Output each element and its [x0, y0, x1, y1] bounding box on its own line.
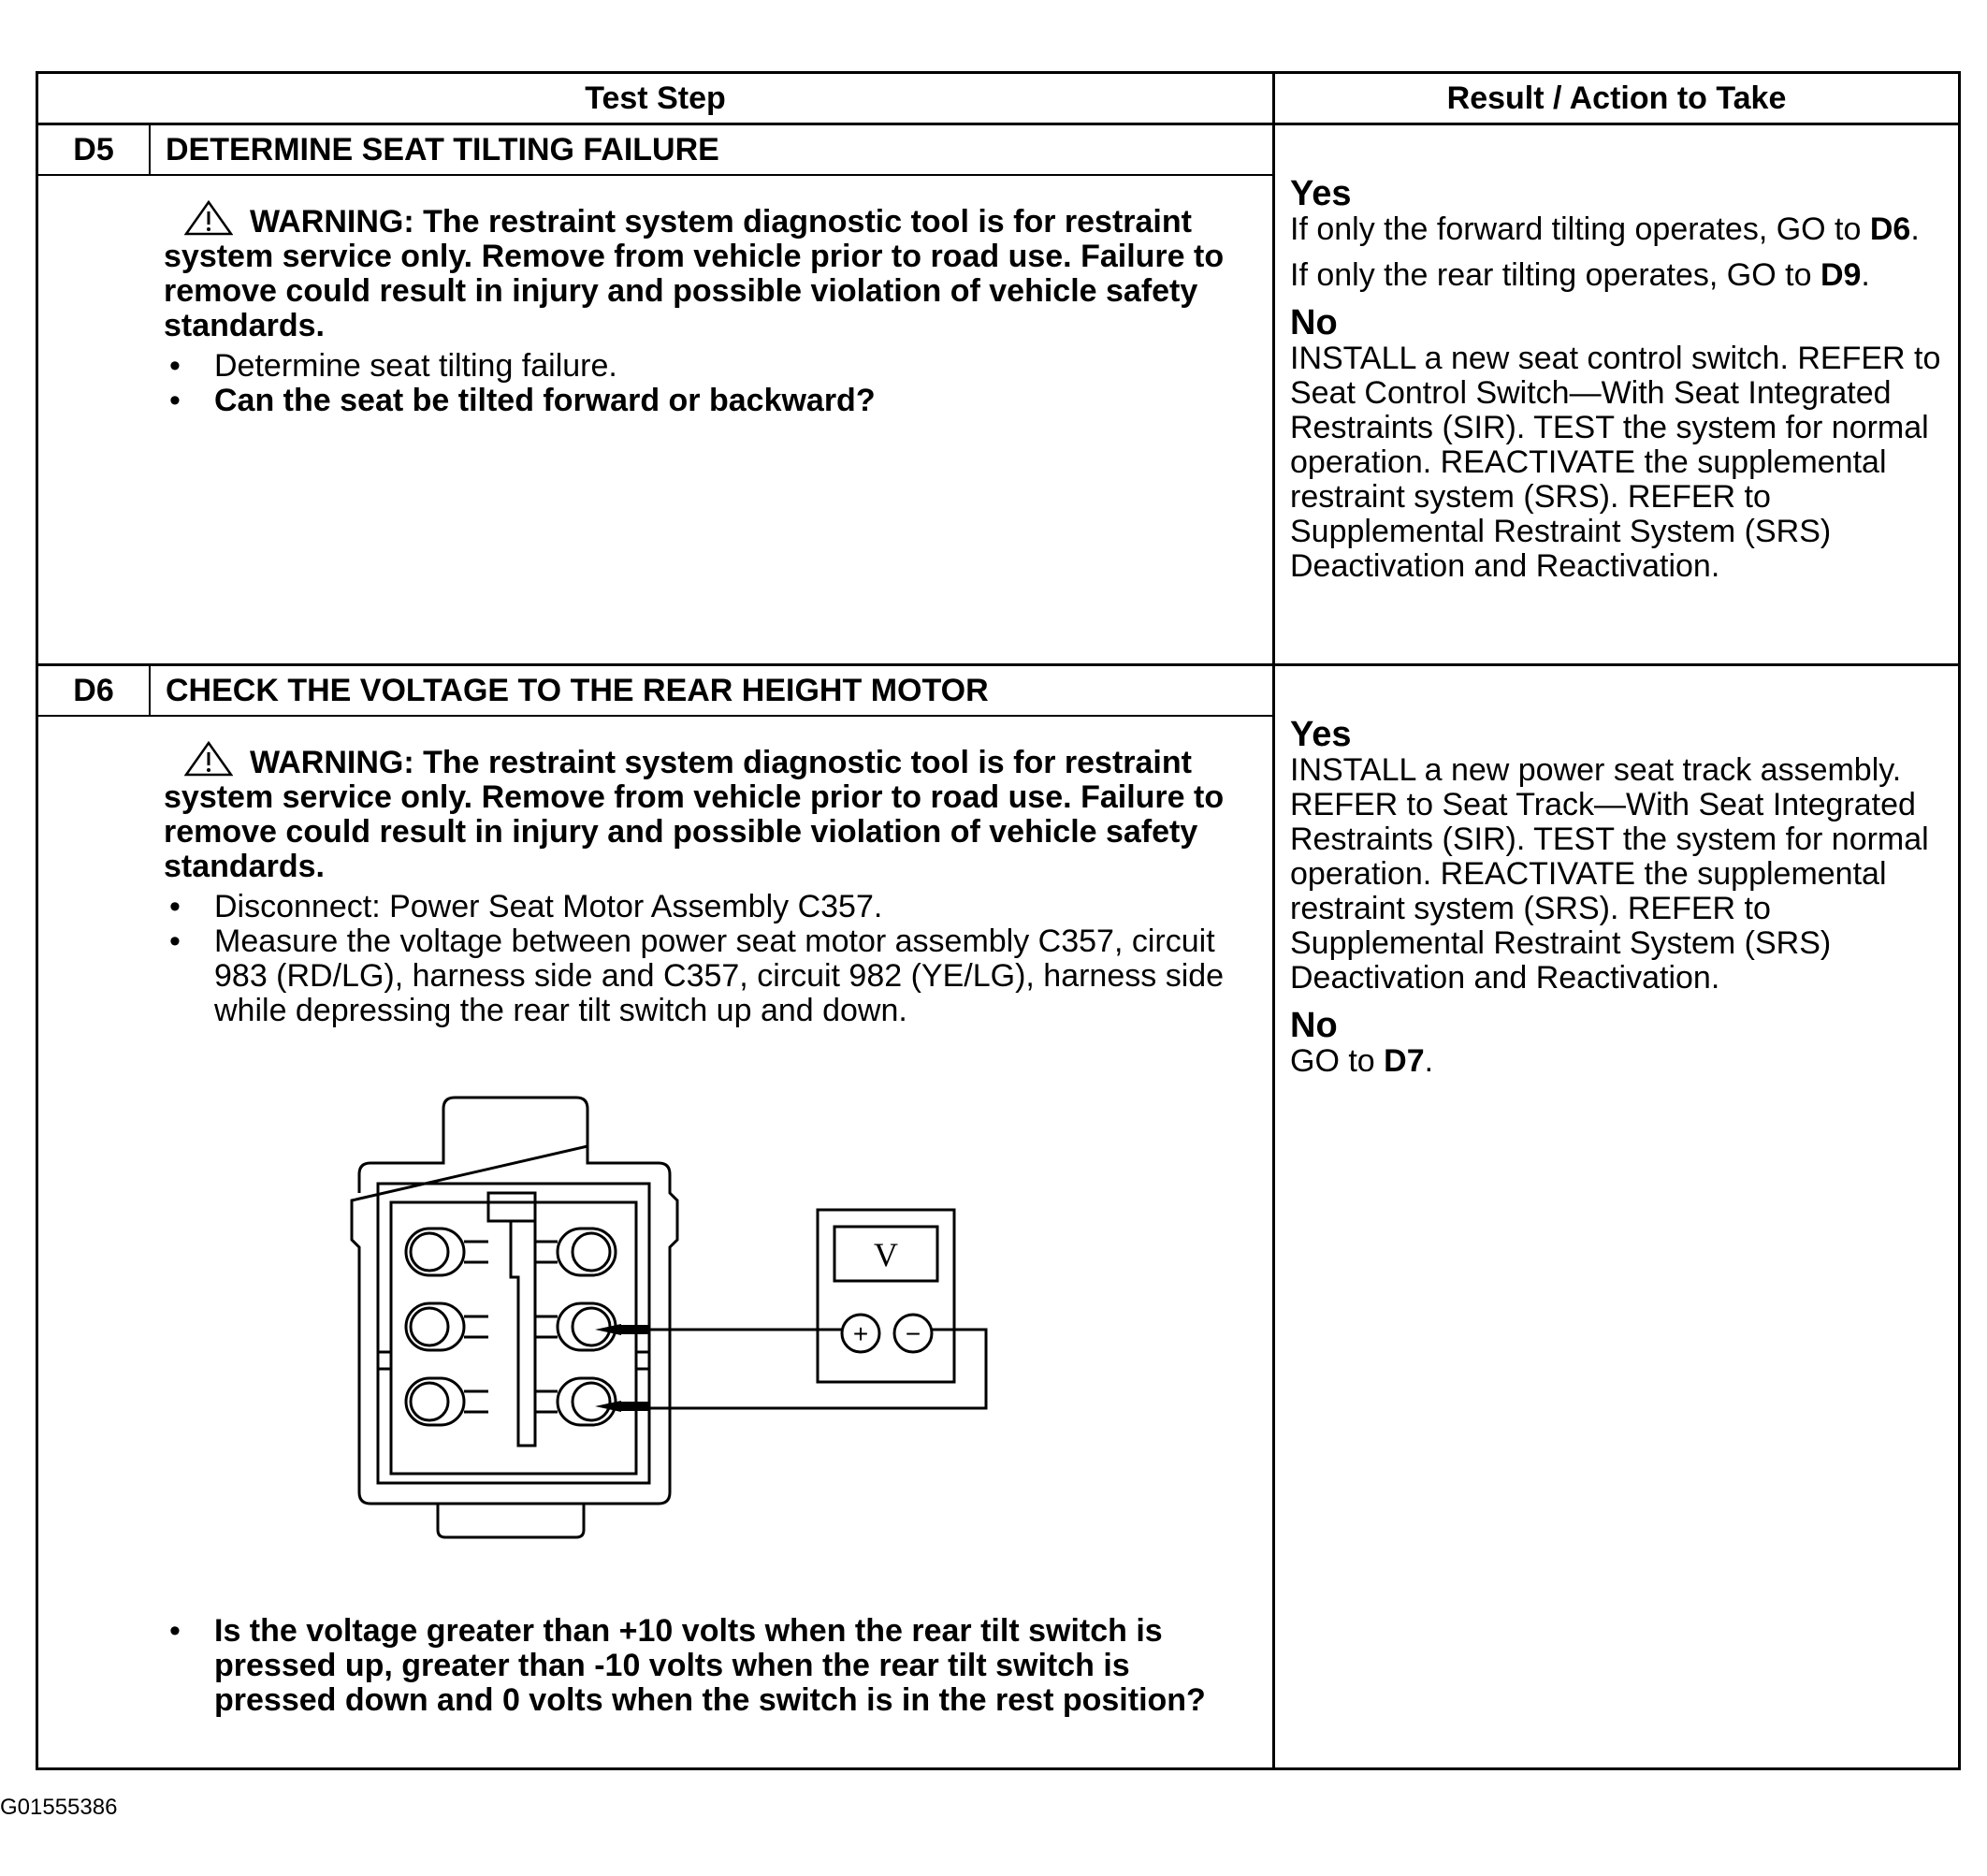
warning-triangle-icon [184, 200, 233, 236]
step-id-d6: D6 [73, 673, 114, 708]
no-label-d6: No [1290, 1006, 1338, 1045]
step-title-underline-d6 [38, 715, 1272, 717]
bullets-d5 [164, 349, 1249, 418]
figure-id: G01555386 [0, 1795, 118, 1820]
step-question-d6 [164, 1608, 1221, 1718]
warning-text-d6: WARNING: The restraint system diagnostic tool is for restraint system service only. Remove from vehicle prior to road use. Failure to remove could result in injury and possible violation of vehicle safety standards. [164, 745, 1225, 884]
bullet-d6-3: • Is the voltage greater than +10 volts when the rear tilt switch is pressed up, greater than -10 volts when the rear tilt switch is pressed down and 0 volts when the switch is in the rest position? [164, 1614, 1221, 1718]
warning-text-d5: WARNING: The restraint system diagnostic tool is for restraint system service only. Remove from vehicle prior to road use. Failure to remove could result in injury and possible violation of vehicle safety standards. [164, 204, 1225, 343]
yes-label-d5: Yes [1290, 174, 1352, 213]
step-title-underline-d5 [38, 174, 1272, 176]
column-divider [1272, 74, 1275, 1767]
no-label-d5: No [1290, 303, 1338, 342]
warning-d6 [164, 741, 1258, 884]
yes-label-d6: Yes [1290, 715, 1352, 754]
bullet-d5-2: • Can the seat be tilted forward or backward? [164, 384, 1249, 418]
no-text-d5: INSTALL a new seat control switch. REFER to Seat Control Switch—With Seat Integrated Restraints (SIR). TEST the system for normal operation. REACTIVATE the supplemental restraint system (SRS). REFER to Supplemental Restraint System (SRS) Deactivation and Reactivation. [1290, 341, 1941, 584]
bullets-d6 [164, 890, 1258, 1028]
bullet-d5-1: • Determine seat tilting failure. [164, 349, 1249, 384]
meter-plus-terminal: + [852, 1319, 869, 1348]
step-body-d6 [164, 741, 1258, 1028]
header-result-action: Result / Action to Take [1446, 80, 1787, 116]
step-title-d5: DETERMINE SEAT TILTING FAILURE [166, 132, 719, 167]
step-body-d5 [164, 200, 1249, 418]
yes-text-d6: INSTALL a new power seat track assembly. REFER to Seat Track—With Seat Integrated Restraints (SIR). TEST the system for normal operation. REACTIVATE the supplemental restraint system (SRS). REFER to Supplemental Restraint System (SRS) Deactivation and Reactivation. [1290, 752, 1929, 996]
connector-voltmeter-diagram [341, 1090, 1014, 1539]
result-d5 [1290, 175, 1954, 584]
result-d6 [1290, 716, 1954, 1079]
meter-display-text: V [874, 1236, 898, 1273]
warning-triangle-icon [184, 741, 233, 777]
meter-minus-terminal: − [905, 1319, 921, 1348]
step-id-d5: D5 [73, 132, 114, 167]
no-text-d6: GO to D7. [1290, 1043, 1434, 1079]
yes-text-d5-forward: If only the forward tilting operates, GO to D6. [1290, 211, 1920, 247]
warning-d5 [164, 200, 1249, 343]
bullet-d6-1: • Disconnect: Power Seat Motor Assembly C357. [164, 890, 1258, 924]
step-title-d6: CHECK THE VOLTAGE TO THE REAR HEIGHT MOTOR [166, 673, 989, 708]
header-test-step: Test Step [585, 80, 726, 116]
yes-text-d5-rear: If only the rear tilting operates, GO to D9. [1290, 257, 1870, 293]
bullet-d6-2: • Measure the voltage between power seat motor assembly C357, circuit 983 (RD/LG), harness side and C357, circuit 982 (YE/LG), harness side while depressing the rear tilt switch up and down. [164, 924, 1258, 1028]
